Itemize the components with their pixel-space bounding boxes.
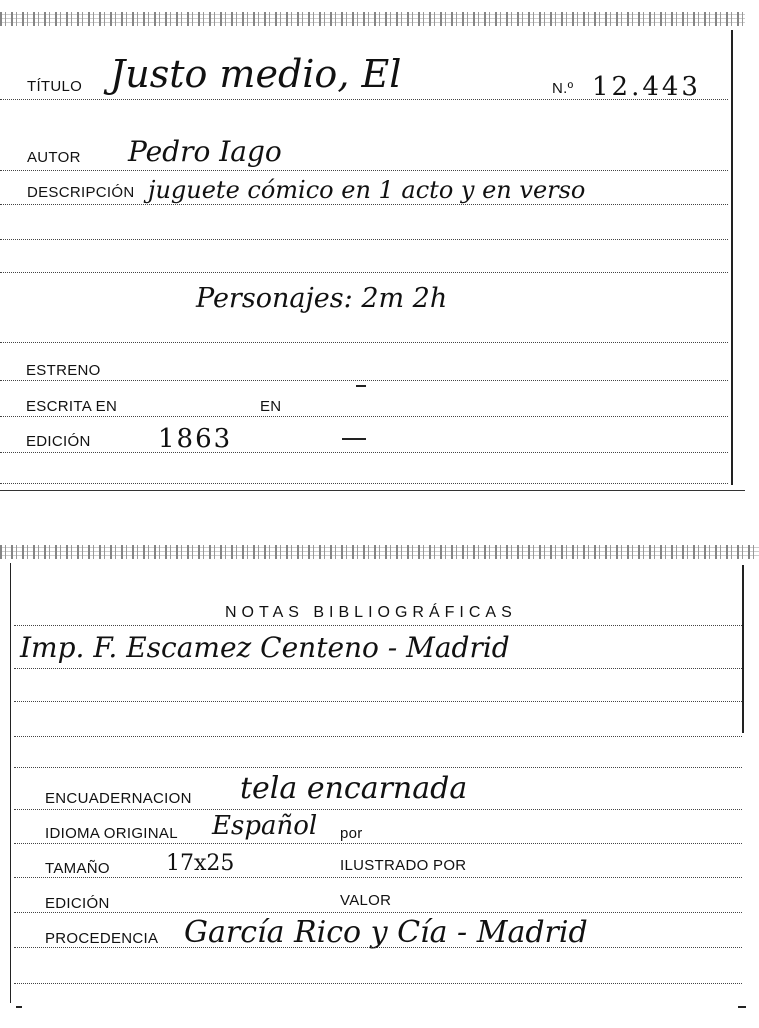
notas-line-1 [14, 625, 742, 626]
autor-value: Pedro Iago [128, 135, 282, 168]
catalog-card-top [0, 0, 745, 492]
encuadernacion-label: ENCUADERNACION [45, 790, 192, 807]
descripcion-line [0, 204, 728, 205]
titulo-value: Justo medio, El [110, 52, 402, 96]
en-label: EN [260, 398, 282, 415]
procedencia-line [14, 947, 742, 948]
procedencia-label: PROCEDENCIA [45, 930, 159, 947]
escrita-en-label: ESCRITA EN [26, 398, 118, 415]
notas-value: Imp. F. Escamez Centeno - Madrid [20, 631, 510, 664]
edicion-line-2 [14, 912, 742, 913]
notas-line-5 [14, 767, 742, 768]
titulo-label: TÍTULO [27, 78, 83, 95]
notas-title: NOTAS BIBLIOGRÁFICAS [225, 604, 517, 621]
estreno-label: ESTRENO [26, 362, 101, 379]
card-right-border [731, 30, 733, 485]
card-bottom-rule [0, 490, 745, 491]
edicion-value: 1863 [158, 424, 233, 454]
notas-line-3 [14, 701, 742, 702]
card-top-edge [0, 545, 759, 559]
autor-line [0, 170, 728, 171]
blank-line-4 [0, 483, 728, 484]
ink-dash [342, 438, 366, 440]
numero-value: 12.443 [592, 72, 701, 102]
procedencia-value: García Rico y Cía - Madrid [184, 915, 588, 950]
titulo-line [0, 99, 728, 100]
tamano-value: 17x25 [166, 851, 235, 876]
card-left-border [10, 563, 11, 1003]
ink-dash [356, 385, 366, 387]
tamano-line [14, 877, 742, 878]
edicion-line [0, 452, 728, 453]
card-top-edge [0, 12, 745, 26]
blank-line-3 [0, 342, 728, 343]
idioma-value: Español [212, 811, 318, 841]
blank-line-2 [0, 272, 728, 273]
numero-label: N.º [552, 80, 574, 97]
blank-line-5 [14, 983, 742, 984]
encuadernacion-value: tela encarnada [240, 771, 468, 806]
edicion-label: EDICIÓN [26, 433, 91, 450]
personajes-value: Personajes: 2m 2h [196, 283, 448, 314]
encuadernacion-line [14, 809, 742, 810]
blank-line-1 [0, 239, 728, 240]
edicion-label-2: EDICIÓN [45, 895, 110, 912]
notas-line-2 [14, 668, 742, 669]
idioma-line [14, 843, 742, 844]
card-right-border [742, 565, 744, 733]
ilustrado-label: ILUSTRADO POR [340, 857, 467, 874]
catalog-card-bottom [0, 543, 759, 1028]
estreno-line [0, 380, 728, 381]
ink-dash [16, 1006, 22, 1008]
notas-line-4 [14, 736, 742, 737]
ink-dash [738, 1006, 746, 1008]
idioma-label: IDIOMA ORIGINAL [45, 825, 178, 842]
escrita-line [0, 416, 728, 417]
valor-label: VALOR [340, 892, 392, 909]
por-label: por [340, 825, 363, 842]
descripcion-label: DESCRIPCIÓN [27, 184, 135, 201]
tamano-label: TAMAÑO [45, 860, 110, 877]
descripcion-value: juguete cómico en 1 acto y en verso [148, 176, 586, 204]
autor-label: AUTOR [27, 149, 81, 166]
